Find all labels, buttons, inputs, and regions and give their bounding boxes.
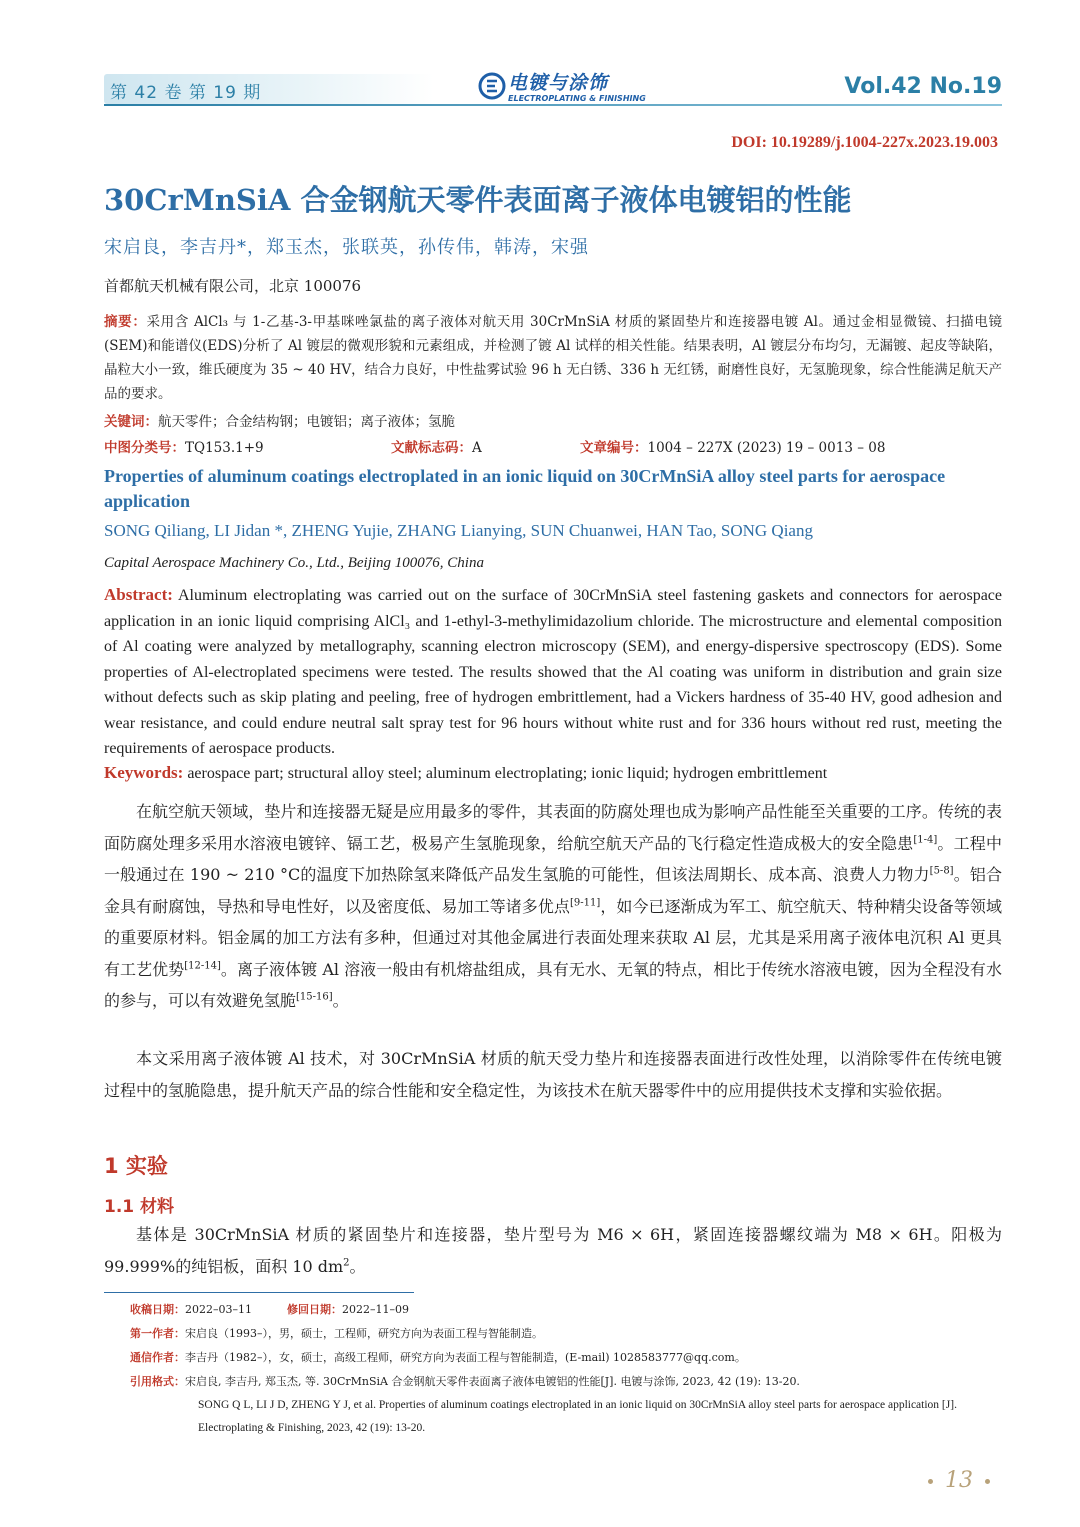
p1-text-a: 在航空航天领域，垫片和连接器无疑是应用最多的零件，其表面的防腐处理也成为影响产品性能至关重要的工序。传统的表面防腐处理多采用水溶液电镀锌、镉工艺，极易产生氢脆现象，给航空航天产品的飞行稳定性造成极大的安全隐患 bbox=[104, 802, 1002, 853]
affiliation-en: Capital Aerospace Machinery Co., Ltd., Beijing 100076, China bbox=[104, 555, 484, 571]
page-number-text: 13 bbox=[945, 1468, 973, 1493]
p3-text-b: 。 bbox=[349, 1256, 366, 1276]
logo-mark-icon bbox=[478, 72, 506, 100]
citation-ref: [12-14] bbox=[184, 960, 221, 972]
doc-label: 文献标志码： bbox=[391, 440, 472, 456]
keywords-en-text: aerospace part; structural alloy steel; aluminum electroplating; ionic liquid; hydrogen embrittlement bbox=[183, 765, 828, 782]
authors-cn: 宋启良，李吉丹*，郑玉杰，张联英，孙传伟，韩涛，宋强 bbox=[104, 237, 589, 258]
doc-value: A bbox=[472, 440, 482, 456]
corresponding-label: 通信作者： bbox=[130, 1351, 185, 1364]
keywords-cn-label: 关键词： bbox=[104, 414, 158, 430]
header-divider bbox=[104, 104, 1002, 106]
volume-cn-text: 第 42 卷 第 19 期 bbox=[110, 83, 262, 103]
first-author-label: 第一作者： bbox=[130, 1327, 185, 1340]
abstract-en-text: Aluminum electroplating was carried out on the surface of 30CrMnSiA steel fastening gaskets and connectors for aerospace application in an ionic liquid comprising AlCl₃ and 1-ethyl-3-methylimidazolium chloride. The microstructure and elemental composition of Al coating were analyzed by metallography, scanning electron microscopy (SEM), and energy-dispersive spectroscopy (EDS). Some properties of Al-electroplated specimens were tested. The results showed that the Al coating was uniform in distribution and grain size without defects such as skip plating and peeling, free of hydrogen embrittlement, had a Vickers hardness of 35-40 HV, good adhesion and wear resistance, and could endure neutral salt spray test for 96 hours without white rust and for 336 hours without red rust, meeting the requirements of aerospace products. bbox=[104, 587, 1002, 757]
abstract-en bbox=[104, 582, 1002, 762]
keywords-en bbox=[104, 760, 1002, 786]
clc-label: 中图分类号： bbox=[104, 440, 185, 456]
cite-cn: 宋启良, 李吉丹, 郑玉杰, 等. 30CrMnSiA 合金钢航天零件表面离子液体电镀铝的性能[J]. 电镀与涂饰, 2023, 42 (19): 13-20. bbox=[185, 1375, 800, 1388]
dot-icon bbox=[928, 1479, 933, 1484]
body-paragraph-2: 本文采用离子液体镀 Al 技术，对 30CrMnSiA 材质的航天受力垫片和连接器表面进行改性处理，以消除零件在传统电镀过程中的氢脆隐患，提升航天产品的综合性能和安全稳定性，为该技术在航天器零件中的应用提供技术支撑和实验依据。 bbox=[104, 1049, 1002, 1100]
article-label: 文章编号： bbox=[580, 440, 648, 456]
body-paragraph-3 bbox=[104, 1219, 1002, 1282]
section-heading-1: 1 实验 bbox=[104, 1154, 168, 1178]
abstract-cn-label: 摘要： bbox=[104, 314, 147, 330]
revised-label: 修回日期： bbox=[287, 1303, 342, 1316]
footnote-first-author bbox=[130, 1322, 1005, 1345]
header-volume-cn bbox=[104, 74, 434, 104]
citation-ref: [9-11] bbox=[569, 897, 601, 909]
p3-text-a: 基体是 30CrMnSiA 材质的紧固垫片和连接器，垫片型号为 M6 × 6H，紧固连接器螺纹端为 M8 × 6H。阳极为 99.999%的纯铝板，面积 10 dm bbox=[104, 1225, 1002, 1276]
footnote-divider bbox=[104, 1292, 414, 1293]
footnote-citation-cn bbox=[130, 1370, 1005, 1393]
title-en: Properties of aluminum coatings electroplated in an ionic liquid on 30CrMnSiA alloy steel parts for aerospace application bbox=[104, 466, 946, 511]
citation-ref: [5-8] bbox=[929, 865, 954, 877]
section-heading-1-1: 1.1 材料 bbox=[104, 1197, 175, 1217]
page-number bbox=[916, 1468, 1002, 1493]
doc-code bbox=[391, 436, 482, 456]
keywords-cn bbox=[104, 410, 1002, 434]
article-value: 1004 – 227X (2023) 19 – 0013 – 08 bbox=[647, 440, 886, 456]
p1-text-c: 。铝合金具有耐腐蚀，导热和导电性好，以及密度低、易加工等诸多优点 bbox=[104, 865, 1002, 916]
footnote-corresponding bbox=[130, 1346, 1005, 1369]
abstract-en-label: Abstract: bbox=[104, 585, 173, 604]
logo-subtitle: ELECTROPLATING & FINISHING bbox=[508, 94, 646, 103]
article-number bbox=[580, 436, 885, 456]
superscript: 2 bbox=[343, 1257, 350, 1269]
logo-title: 电镀与涂饰 bbox=[508, 72, 609, 94]
dot-icon bbox=[985, 1479, 990, 1484]
corresponding-value: 李吉丹（1982–），女，硕士，高级工程师，研究方向为表面工程与智能制造，(E-mail) 1028583777@qq.com。 bbox=[185, 1351, 746, 1364]
keywords-cn-text: 航天零件；合金结构钢；电镀铝；离子液体；氢脆 bbox=[158, 414, 455, 430]
p1-text-e: 。离子液体镀 Al 溶液一般由有机熔盐组成，具有无水、无氧的特点，相比于传统水溶液电镀，因为全程没有水的参与，可以有效避免氢脆 bbox=[104, 959, 1002, 1010]
keywords-en-label: Keywords: bbox=[104, 763, 184, 782]
doi: DOI: 10.19289/j.1004-227x.2023.19.003 bbox=[731, 134, 998, 151]
clc-value: TQ153.1+9 bbox=[185, 440, 264, 456]
header-volume-en: Vol.42 No.19 bbox=[844, 74, 1002, 99]
first-author-value: 宋启良（1993–），男，硕士，工程师，研究方向为表面工程与智能制造。 bbox=[185, 1327, 543, 1340]
p1-text-b: 。工程中一般通过在 190 ~ 210 °C的温度下加热除氢来降低产品发生氢脆的可能性，但该法周期长、成本高、浪费人力物力 bbox=[104, 833, 1002, 884]
received-value: 2022–03–11 bbox=[185, 1303, 252, 1316]
citation-ref: [1-4] bbox=[913, 834, 938, 846]
cite-label: 引用格式： bbox=[130, 1375, 185, 1388]
footnote-dates bbox=[130, 1298, 1005, 1321]
p1-text-f: 。 bbox=[332, 991, 349, 1010]
citation-ref: [15-16] bbox=[296, 991, 333, 1003]
revised-value: 2022–11–09 bbox=[342, 1303, 409, 1316]
abstract-cn-text: 采用含 AlCl₃ 与 1-乙基-3-甲基咪唑氯盐的离子液体对航天用 30CrMnSiA 材质的紧固垫片和连接器电镀 Al。通过金相显微镜、扫描电镜(SEM)和能谱仪(EDS)分析了 Al 镀层的微观形貌和元素组成，并检测了镀 Al 试样的相关性能。结果表明，Al 镀层分布均匀，无漏镀、起皮等缺陷，晶粒大小一致，维氏硬度为 35 ~ 40 HV，结合力良好，中性盐雾试验 96 h 无白锈、336 h 无红锈，耐磨性良好，无氢脆现象，综合性能满足航天产品的要求。 bbox=[104, 314, 1003, 402]
footnote-citation-en: SONG Q L, LI J D, ZHENG Y J, et al. Properties of aluminum coatings electroplated in an ionic liquid on 30CrMnSiA alloy steel parts for aerospace application [J]. Electroplating & Finishing, 2023, 42 (19): 13-20. bbox=[198, 1399, 957, 1434]
affiliation-cn: 首都航天机械有限公司，北京 100076 bbox=[104, 277, 362, 295]
clc-code bbox=[104, 436, 264, 456]
authors-en: SONG Qiliang, LI Jidan *, ZHENG Yujie, ZHANG Lianying, SUN Chuanwei, HAN Tao, SONG Qiang bbox=[104, 521, 813, 540]
journal-logo bbox=[478, 68, 646, 108]
abstract-cn bbox=[104, 310, 1002, 406]
body-paragraph-1 bbox=[104, 796, 1002, 1017]
p1-text-d: ，如今已逐渐成为军工、航空航天、特种精尖设备等领域的重要原材料。铝金属的加工方法有多种，但通过对其他金属进行表面处理来获取 Al 层，尤其是采用离子液体电沉积 Al 更具有工艺优势 bbox=[104, 896, 1002, 979]
title-cn: 30CrMnSiA 合金钢航天零件表面离子液体电镀铝的性能 bbox=[104, 183, 852, 217]
received-label: 收稿日期： bbox=[130, 1303, 185, 1316]
